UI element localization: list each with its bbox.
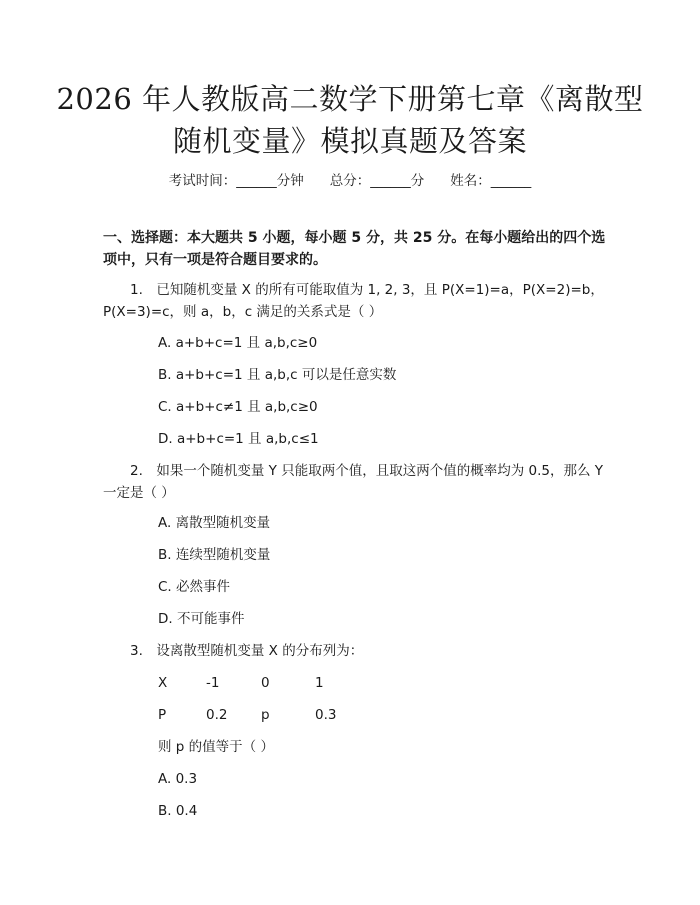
dist-x-label: X [158,675,168,691]
student-name: 姓名：______ [450,173,532,189]
dist-p-value: p [261,707,270,723]
question-2-option-d: D. 不可能事件 [158,611,245,627]
section-heading-choice: 一、选择题：本大题共 5 小题，每小题 5 分，共 25 分。在每小题给出的四个选项中，只有一项是符合题目要求的。 [103,230,606,268]
distribution-row-p [158,705,358,725]
question-3-option-a: A. 0.3 [158,771,198,787]
question-1-stem: 1. 已知随机变量 X 的所有可能取值为 1, 2, 3，且 P(X=1)=a，P(X=2)=b，P(X=3)=c，则 a，b，c 满足的关系式是（ ） [103,282,604,320]
exam-total-score: 总分：______分 [329,173,425,189]
question-2-option-a: A. 离散型随机变量 [158,515,271,531]
question-1-option-d: D. a+b+c=1 且 a,b,c≤1 [158,431,319,447]
dist-x-value: 1 [315,675,324,691]
question-3-option-b: B. 0.4 [158,803,198,819]
question-2-stem: 2. 如果一个随机变量 Y 只能取两个值，且取这两个值的概率均为 0.5，那么 Y 一定是（ ） [103,463,604,501]
dist-p-value: 0.2 [206,707,228,723]
exam-time: 考试时间：______分钟 [168,173,304,189]
dist-p-label: P [158,707,167,723]
title-line-2: 随机变量》模拟真题及答案 [172,124,527,158]
question-1-option-b: B. a+b+c=1 且 a,b,c 可以是任意实数 [158,367,397,383]
distribution-row-x [158,673,358,693]
dist-x-value: -1 [206,675,220,691]
question-2-option-c: C. 必然事件 [158,579,231,595]
question-2-option-b: B. 连续型随机变量 [158,547,271,563]
title-line-1: 2026 年人教版高二数学下册第七章《离散型 [56,82,644,116]
dist-p-value: 0.3 [315,707,337,723]
question-3-stem: 3. 设离散型随机变量 X 的分布列为： [130,643,364,659]
question-1-option-c: C. a+b+c≠1 且 a,b,c≥0 [158,399,318,415]
dist-x-value: 0 [261,675,270,691]
document-title [40,78,660,162]
exam-meta [0,169,700,189]
question-1-option-a: A. a+b+c=1 且 a,b,c≥0 [158,335,318,351]
question-3-followup: 则 p 的值等于（ ） [158,739,274,755]
